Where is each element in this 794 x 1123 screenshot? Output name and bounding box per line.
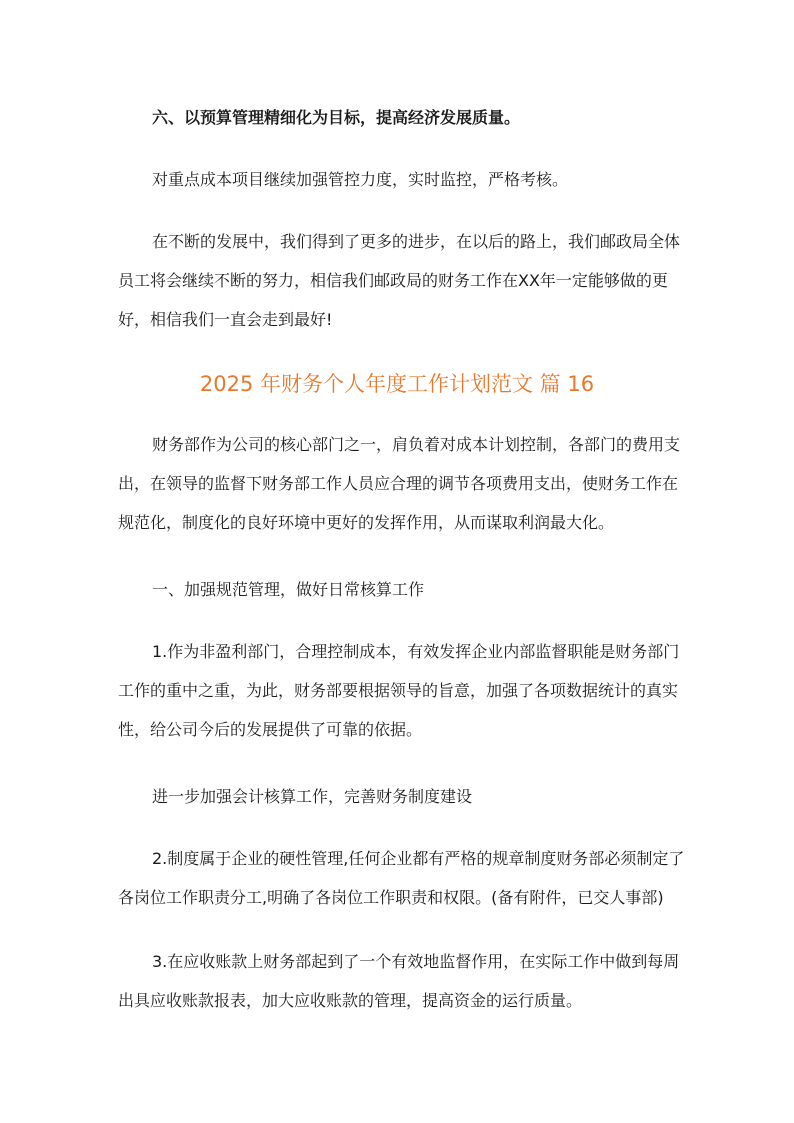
list-item-3: 3.在应收账款上财务部起到了一个有效地监督作用，在实际工作中做到每周出具应收账款报表，加大应收账款的管理，提高资金的运行质量。 <box>118 952 680 1010</box>
subheading-accounting: 进一步加强会计核算工作，完善财务制度建设 <box>152 787 473 806</box>
paragraph-intro: 财务部作为公司的核心部门之一，肩负着对成本计划控制，各部门的费用支出，在领导的监督下财务部工作人员应合理的调节各项费用支出，使财务工作在规范化，制度化的良好环境中更好的发挥作用，从而谋取利润最大化。 <box>118 435 681 532</box>
subheading-normalized-management: 一、加强规范管理，做好日常核算工作 <box>152 580 425 599</box>
list-item-2: 2.制度属于企业的硬性管理,任何企业都有严格的规章制度财务部必须制定了各岗位工作职责分工,明确了各岗位工作职责和权限。(备有附件，已交人事部) <box>118 849 685 907</box>
paragraph-cost-control: 对重点成本项目继续加强管控力度，实时监控，严格考核。 <box>152 170 569 189</box>
article-title: 2025 年财务个人年度工作计划范文 篇 16 <box>199 372 595 396</box>
section-heading: 六、以预算管理精细化为目标，提高经济发展质量。 <box>152 108 521 127</box>
paragraph-closing: 在不断的发展中，我们得到了更多的进步，在以后的路上，我们邮政局全体员工将会继续不断的努力，相信我们邮政局的财务工作在XX年一定能够做的更好，相信我们一直会走到最好! <box>118 232 681 329</box>
list-item-1: 1.作为非盈利部门，合理控制成本，有效发挥企业内部监督职能是财务部门工作的重中之重，为此，财务部要根据领导的旨意，加强了各项数据统计的真实性，给公司今后的发展提供了可靠的依据。 <box>118 642 680 739</box>
